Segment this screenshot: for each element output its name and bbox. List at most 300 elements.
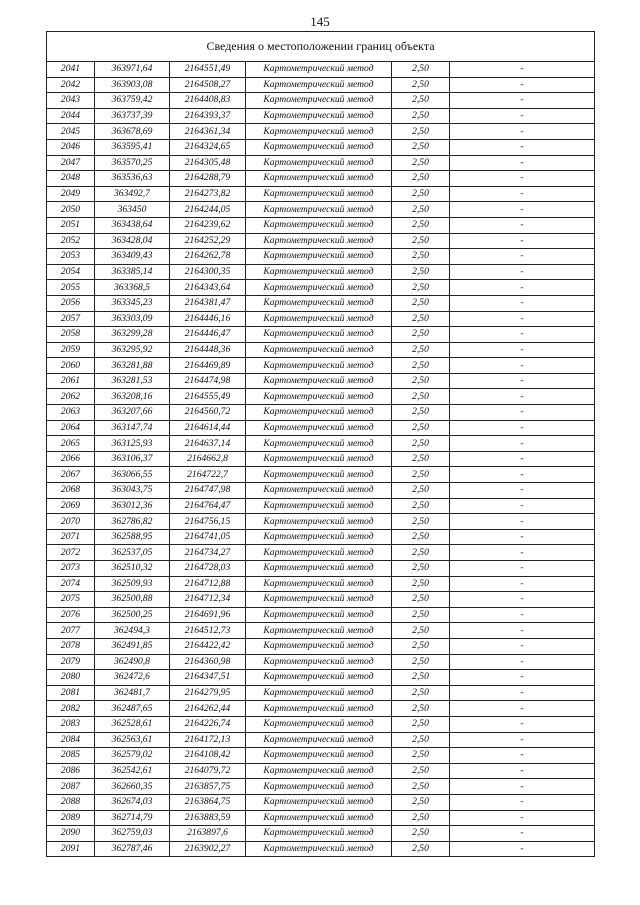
description-cell: - [450,670,595,686]
accuracy-cell: 2,50 [392,202,450,218]
method-cell: Картометрический метод [246,342,392,358]
description-cell: - [450,311,595,327]
x-coordinate-cell: 362494,3 [95,623,170,639]
accuracy-cell: 2,50 [392,748,450,764]
table-row [47,716,595,732]
point-number-cell: 2059 [47,342,95,358]
point-number-cell: 2045 [47,124,95,140]
x-coordinate-cell: 363281,88 [95,358,170,374]
table-row [47,483,595,499]
description-cell: - [450,108,595,124]
x-coordinate-cell: 363536,63 [95,171,170,187]
accuracy-cell: 2,50 [392,623,450,639]
table-row [47,763,595,779]
accuracy-cell: 2,50 [392,186,450,202]
x-coordinate-cell: 363147,74 [95,420,170,436]
description-cell: - [450,607,595,623]
x-coordinate-cell: 362787,46 [95,841,170,857]
y-coordinate-cell: 2164551,49 [170,62,246,78]
method-cell: Картометрический метод [246,826,392,842]
point-number-cell: 2041 [47,62,95,78]
description-cell: - [450,545,595,561]
table-row [47,108,595,124]
method-cell: Картометрический метод [246,794,392,810]
description-cell: - [450,342,595,358]
description-cell: - [450,514,595,530]
accuracy-cell: 2,50 [392,607,450,623]
y-coordinate-cell: 2164288,79 [170,171,246,187]
method-cell: Картометрический метод [246,171,392,187]
accuracy-cell: 2,50 [392,171,450,187]
accuracy-cell: 2,50 [392,654,450,670]
table-row [47,529,595,545]
point-number-cell: 2088 [47,794,95,810]
table-row [47,514,595,530]
method-cell: Картометрический метод [246,623,392,639]
point-number-cell: 2073 [47,561,95,577]
table-row [47,826,595,842]
point-number-cell: 2050 [47,202,95,218]
description-cell: - [450,716,595,732]
point-number-cell: 2090 [47,826,95,842]
point-number-cell: 2047 [47,155,95,171]
table-row [47,794,595,810]
table-row [47,654,595,670]
y-coordinate-cell: 2163902,27 [170,841,246,857]
method-cell: Картометрический метод [246,498,392,514]
description-cell: - [450,451,595,467]
y-coordinate-cell: 2163857,75 [170,779,246,795]
x-coordinate-cell: 363492,7 [95,186,170,202]
description-cell: - [450,358,595,374]
accuracy-cell: 2,50 [392,389,450,405]
table-row [47,779,595,795]
description-cell: - [450,529,595,545]
accuracy-cell: 2,50 [392,373,450,389]
table-row [47,358,595,374]
method-cell: Картометрический метод [246,62,392,78]
description-cell: - [450,483,595,499]
method-cell: Картометрический метод [246,654,392,670]
accuracy-cell: 2,50 [392,139,450,155]
description-cell: - [450,779,595,795]
accuracy-cell: 2,50 [392,592,450,608]
x-coordinate-cell: 362588,95 [95,529,170,545]
y-coordinate-cell: 2164512,73 [170,623,246,639]
table-row [47,93,595,109]
table-row [47,342,595,358]
point-number-cell: 2067 [47,467,95,483]
description-cell: - [450,217,595,233]
point-number-cell: 2042 [47,77,95,93]
point-number-cell: 2063 [47,405,95,421]
y-coordinate-cell: 2164244,05 [170,202,246,218]
description-cell: - [450,62,595,78]
description-cell: - [450,264,595,280]
x-coordinate-cell: 362481,7 [95,685,170,701]
table-row [47,373,595,389]
point-number-cell: 2069 [47,498,95,514]
accuracy-cell: 2,50 [392,638,450,654]
accuracy-cell: 2,50 [392,451,450,467]
description-cell: - [450,202,595,218]
method-cell: Картометрический метод [246,514,392,530]
table-row [47,171,595,187]
description-cell: - [450,171,595,187]
accuracy-cell: 2,50 [392,342,450,358]
point-number-cell: 2053 [47,249,95,265]
y-coordinate-cell: 2163864,75 [170,794,246,810]
accuracy-cell: 2,50 [392,498,450,514]
x-coordinate-cell: 362490,8 [95,654,170,670]
table-row [47,685,595,701]
table-row [47,576,595,592]
method-cell: Картометрический метод [246,436,392,452]
method-cell: Картометрический метод [246,576,392,592]
accuracy-cell: 2,50 [392,841,450,857]
x-coordinate-cell: 363450 [95,202,170,218]
accuracy-cell: 2,50 [392,483,450,499]
y-coordinate-cell: 2164712,34 [170,592,246,608]
accuracy-cell: 2,50 [392,763,450,779]
x-coordinate-cell: 363678,69 [95,124,170,140]
table-row [47,405,595,421]
x-coordinate-cell: 363125,93 [95,436,170,452]
table-row [47,545,595,561]
table-row [47,498,595,514]
point-number-cell: 2060 [47,358,95,374]
table-row [47,124,595,140]
description-cell: - [450,826,595,842]
y-coordinate-cell: 2164279,95 [170,685,246,701]
method-cell: Картометрический метод [246,77,392,93]
method-cell: Картометрический метод [246,358,392,374]
table-row [47,701,595,717]
description-cell: - [450,280,595,296]
method-cell: Картометрический метод [246,217,392,233]
point-number-cell: 2061 [47,373,95,389]
y-coordinate-cell: 2163883,59 [170,810,246,826]
description-cell: - [450,233,595,249]
x-coordinate-cell: 363570,25 [95,155,170,171]
description-cell: - [450,810,595,826]
method-cell: Картометрический метод [246,264,392,280]
point-number-cell: 2044 [47,108,95,124]
point-number-cell: 2074 [47,576,95,592]
description-cell: - [450,654,595,670]
method-cell: Картометрический метод [246,280,392,296]
accuracy-cell: 2,50 [392,732,450,748]
description-cell: - [450,841,595,857]
description-cell: - [450,561,595,577]
y-coordinate-cell: 2164324,65 [170,139,246,155]
page-number: 145 [310,14,330,29]
table-row [47,217,595,233]
x-coordinate-cell: 363971,64 [95,62,170,78]
table-row [47,561,595,577]
point-number-cell: 2057 [47,311,95,327]
table-row [47,670,595,686]
point-number-cell: 2083 [47,716,95,732]
y-coordinate-cell: 2164448,36 [170,342,246,358]
y-coordinate-cell: 2164422,42 [170,638,246,654]
description-cell: - [450,436,595,452]
description-cell: - [450,638,595,654]
x-coordinate-cell: 363759,42 [95,93,170,109]
point-number-cell: 2082 [47,701,95,717]
point-number-cell: 2070 [47,514,95,530]
y-coordinate-cell: 2164239,62 [170,217,246,233]
description-cell: - [450,794,595,810]
y-coordinate-cell: 2164252,29 [170,233,246,249]
description-cell: - [450,249,595,265]
y-coordinate-cell: 2164381,47 [170,295,246,311]
description-cell: - [450,124,595,140]
description-cell: - [450,732,595,748]
method-cell: Картометрический метод [246,592,392,608]
y-coordinate-cell: 2164079,72 [170,763,246,779]
y-coordinate-cell: 2164508,27 [170,77,246,93]
accuracy-cell: 2,50 [392,685,450,701]
description-cell: - [450,186,595,202]
x-coordinate-cell: 362491,85 [95,638,170,654]
point-number-cell: 2077 [47,623,95,639]
method-cell: Картометрический метод [246,311,392,327]
point-number-cell: 2071 [47,529,95,545]
point-number-cell: 2084 [47,732,95,748]
accuracy-cell: 2,50 [392,249,450,265]
x-coordinate-cell: 362674,03 [95,794,170,810]
y-coordinate-cell: 2164300,35 [170,264,246,280]
x-coordinate-cell: 363303,09 [95,311,170,327]
y-coordinate-cell: 2164226,74 [170,716,246,732]
method-cell: Картометрический метод [246,529,392,545]
table-row [47,623,595,639]
x-coordinate-cell: 362509,93 [95,576,170,592]
accuracy-cell: 2,50 [392,670,450,686]
x-coordinate-cell: 363043,75 [95,483,170,499]
point-number-cell: 2064 [47,420,95,436]
description-cell: - [450,420,595,436]
description-cell: - [450,623,595,639]
table-row [47,280,595,296]
x-coordinate-cell: 362487,65 [95,701,170,717]
y-coordinate-cell: 2164273,82 [170,186,246,202]
method-cell: Картометрический метод [246,670,392,686]
method-cell: Картометрический метод [246,233,392,249]
accuracy-cell: 2,50 [392,405,450,421]
table-title: Сведения о местоположении границ объекта [47,32,595,62]
point-number-cell: 2049 [47,186,95,202]
point-number-cell: 2051 [47,217,95,233]
point-number-cell: 2089 [47,810,95,826]
x-coordinate-cell: 362542,61 [95,763,170,779]
method-cell: Картометрический метод [246,561,392,577]
method-cell: Картометрический метод [246,779,392,795]
y-coordinate-cell: 2164469,89 [170,358,246,374]
method-cell: Картометрический метод [246,124,392,140]
table-row [47,155,595,171]
point-number-cell: 2068 [47,483,95,499]
x-coordinate-cell: 362500,25 [95,607,170,623]
method-cell: Картометрический метод [246,451,392,467]
y-coordinate-cell: 2164361,34 [170,124,246,140]
table-row [47,748,595,764]
accuracy-cell: 2,50 [392,280,450,296]
y-coordinate-cell: 2164393,37 [170,108,246,124]
y-coordinate-cell: 2163897,6 [170,826,246,842]
point-number-cell: 2043 [47,93,95,109]
description-cell: - [450,405,595,421]
method-cell: Картометрический метод [246,810,392,826]
y-coordinate-cell: 2164108,42 [170,748,246,764]
table-row [47,202,595,218]
table-row [47,451,595,467]
point-number-cell: 2056 [47,295,95,311]
y-coordinate-cell: 2164722,7 [170,467,246,483]
point-number-cell: 2086 [47,763,95,779]
description-cell: - [450,685,595,701]
x-coordinate-cell: 363903,08 [95,77,170,93]
y-coordinate-cell: 2164747,98 [170,483,246,499]
table-row [47,233,595,249]
description-cell: - [450,467,595,483]
y-coordinate-cell: 2164446,16 [170,311,246,327]
table-row [47,592,595,608]
point-number-cell: 2081 [47,685,95,701]
y-coordinate-cell: 2164741,05 [170,529,246,545]
table-row [47,638,595,654]
y-coordinate-cell: 2164728,03 [170,561,246,577]
table-body [47,62,595,857]
accuracy-cell: 2,50 [392,420,450,436]
accuracy-cell: 2,50 [392,233,450,249]
accuracy-cell: 2,50 [392,576,450,592]
point-number-cell: 2055 [47,280,95,296]
point-number-cell: 2066 [47,451,95,467]
description-cell: - [450,373,595,389]
description-cell: - [450,763,595,779]
method-cell: Картометрический метод [246,483,392,499]
accuracy-cell: 2,50 [392,701,450,717]
y-coordinate-cell: 2164360,98 [170,654,246,670]
table-header-row [47,32,595,62]
accuracy-cell: 2,50 [392,124,450,140]
y-coordinate-cell: 2164712,88 [170,576,246,592]
x-coordinate-cell: 362759,03 [95,826,170,842]
accuracy-cell: 2,50 [392,62,450,78]
method-cell: Картометрический метод [246,545,392,561]
x-coordinate-cell: 363299,28 [95,327,170,343]
y-coordinate-cell: 2164662,8 [170,451,246,467]
method-cell: Картометрический метод [246,93,392,109]
method-cell: Картометрический метод [246,748,392,764]
accuracy-cell: 2,50 [392,155,450,171]
y-coordinate-cell: 2164637,14 [170,436,246,452]
x-coordinate-cell: 362500,88 [95,592,170,608]
description-cell: - [450,701,595,717]
method-cell: Картометрический метод [246,155,392,171]
accuracy-cell: 2,50 [392,779,450,795]
accuracy-cell: 2,50 [392,561,450,577]
table-row [47,389,595,405]
x-coordinate-cell: 362472,6 [95,670,170,686]
accuracy-cell: 2,50 [392,77,450,93]
point-number-cell: 2087 [47,779,95,795]
description-cell: - [450,77,595,93]
accuracy-cell: 2,50 [392,264,450,280]
accuracy-cell: 2,50 [392,545,450,561]
y-coordinate-cell: 2164614,44 [170,420,246,436]
x-coordinate-cell: 363595,41 [95,139,170,155]
table-row [47,436,595,452]
method-cell: Картометрический метод [246,467,392,483]
method-cell: Картометрический метод [246,186,392,202]
y-coordinate-cell: 2164555,49 [170,389,246,405]
method-cell: Картометрический метод [246,420,392,436]
x-coordinate-cell: 363409,43 [95,249,170,265]
y-coordinate-cell: 2164343,64 [170,280,246,296]
method-cell: Картометрический метод [246,763,392,779]
point-number-cell: 2076 [47,607,95,623]
table-row [47,186,595,202]
accuracy-cell: 2,50 [392,826,450,842]
table-row [47,607,595,623]
accuracy-cell: 2,50 [392,327,450,343]
method-cell: Картометрический метод [246,607,392,623]
boundary-table [46,31,595,857]
point-number-cell: 2065 [47,436,95,452]
table-row [47,62,595,78]
point-number-cell: 2058 [47,327,95,343]
table-row [47,841,595,857]
accuracy-cell: 2,50 [392,716,450,732]
table-row [47,139,595,155]
y-coordinate-cell: 2164446,47 [170,327,246,343]
point-number-cell: 2072 [47,545,95,561]
method-cell: Картометрический метод [246,249,392,265]
accuracy-cell: 2,50 [392,358,450,374]
point-number-cell: 2052 [47,233,95,249]
table-row [47,732,595,748]
description-cell: - [450,748,595,764]
method-cell: Картометрический метод [246,638,392,654]
point-number-cell: 2062 [47,389,95,405]
x-coordinate-cell: 363207,66 [95,405,170,421]
x-coordinate-cell: 363106,37 [95,451,170,467]
table-row [47,295,595,311]
table-row [47,327,595,343]
boundary-table-container [46,31,594,857]
x-coordinate-cell: 362563,61 [95,732,170,748]
x-coordinate-cell: 363385,14 [95,264,170,280]
x-coordinate-cell: 362714,79 [95,810,170,826]
method-cell: Картометрический метод [246,841,392,857]
accuracy-cell: 2,50 [392,93,450,109]
y-coordinate-cell: 2164347,51 [170,670,246,686]
point-number-cell: 2046 [47,139,95,155]
accuracy-cell: 2,50 [392,467,450,483]
description-cell: - [450,389,595,405]
description-cell: - [450,155,595,171]
table-row [47,420,595,436]
x-coordinate-cell: 363295,92 [95,342,170,358]
accuracy-cell: 2,50 [392,794,450,810]
x-coordinate-cell: 363012,36 [95,498,170,514]
y-coordinate-cell: 2164756,15 [170,514,246,530]
accuracy-cell: 2,50 [392,529,450,545]
method-cell: Картометрический метод [246,732,392,748]
